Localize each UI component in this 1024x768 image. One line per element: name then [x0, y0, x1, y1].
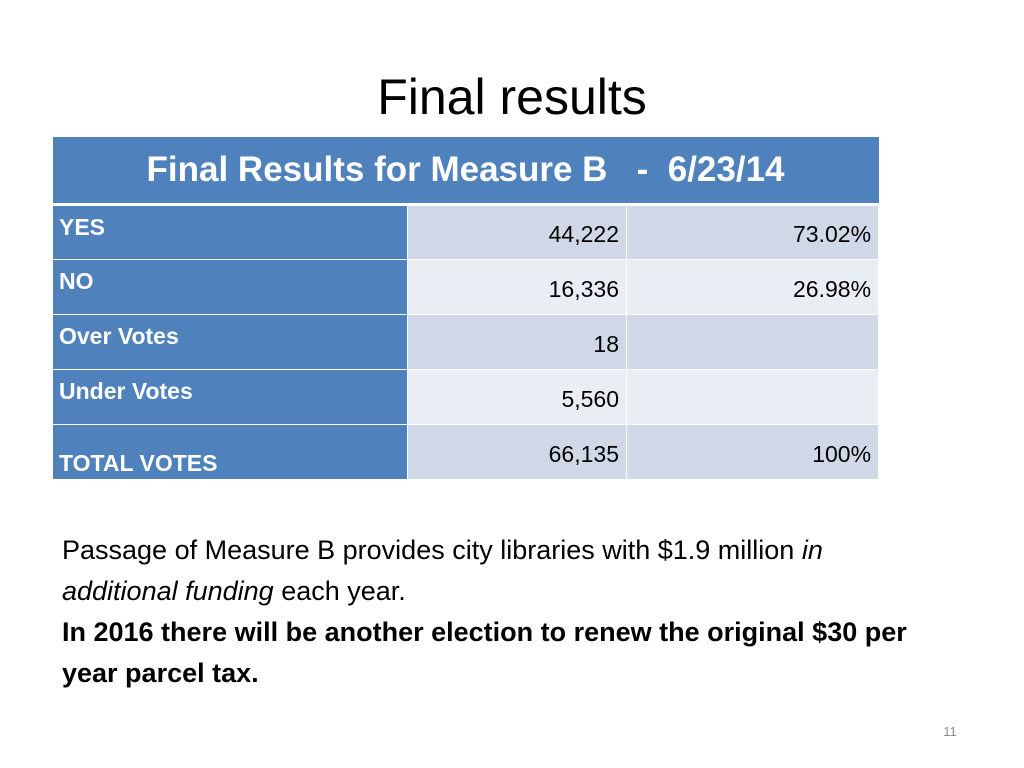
row-label: Under Votes [53, 370, 408, 425]
table-row-no [53, 260, 879, 315]
body-text [62, 530, 942, 694]
slide-number: 11 [943, 724, 957, 739]
funding-text-start: Passage of Measure B provides city libraries with $1.9 million [62, 535, 802, 565]
funding-text-end: each year. [273, 576, 406, 606]
vote-percent: 73.02% [627, 205, 879, 260]
table-row-under-votes [53, 370, 879, 425]
row-label: TOTAL VOTES [53, 425, 408, 480]
row-label: YES [53, 205, 408, 260]
vote-count: 5,560 [408, 370, 627, 425]
funding-paragraph [62, 530, 942, 612]
vote-count: 18 [408, 315, 627, 370]
table-row-total [53, 425, 879, 480]
table-header: Final Results for Measure B - 6/23/14 [53, 137, 879, 205]
funding-text-italic: in additional funding [62, 535, 823, 606]
results-table [52, 137, 879, 480]
vote-count: 66,135 [408, 425, 627, 480]
vote-percent: 100% [627, 425, 879, 480]
table-row-over-votes [53, 315, 879, 370]
vote-percent: 26.98% [627, 260, 879, 315]
vote-percent [627, 370, 879, 425]
renewal-paragraph: In 2016 there will be another election to renew the original $30 per year parcel tax. [62, 617, 907, 688]
table-row-yes [53, 205, 879, 260]
vote-count: 44,222 [408, 205, 627, 260]
vote-count: 16,336 [408, 260, 627, 315]
slide-title: Final results [377, 69, 647, 125]
vote-percent [627, 315, 879, 370]
row-label: NO [53, 260, 408, 315]
row-label: Over Votes [53, 315, 408, 370]
